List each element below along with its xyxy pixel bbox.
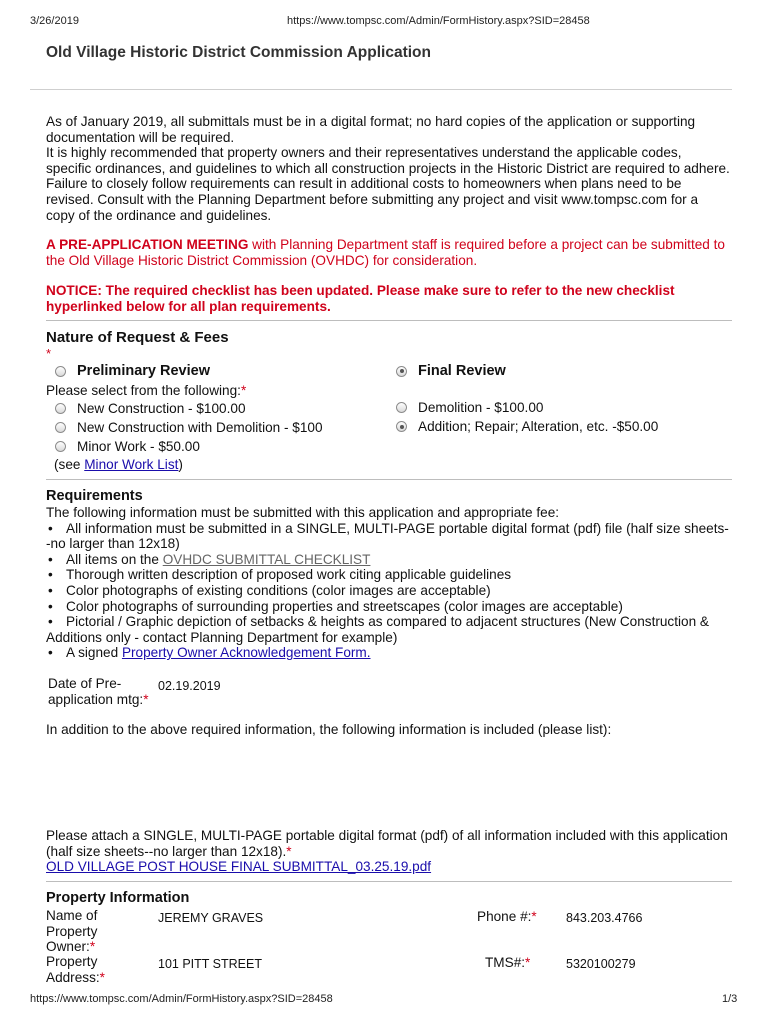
tms-value[interactable]: 5320100279 xyxy=(566,957,636,971)
divider-property xyxy=(46,881,732,882)
select-required-mark: * xyxy=(240,383,247,398)
option-label: Addition; Repair; Alteration, etc. -$50.00 xyxy=(418,419,659,434)
intro-paragraph-2: It is highly recommended that property owners and their representatives understand the applicable codes, specific ordinances, and guidelines to which all construction projects in the Historic District are required to adhere. Failure to closely follow requirements can result in additional costs to homeowners when plans need to be revised. Consult with the Planning Department before submitting any project and visit www.tompsc.com for a copy of the ordinance and guidelines. xyxy=(46,145,730,223)
address-required-mark: * xyxy=(99,969,105,985)
phone-label xyxy=(477,909,537,925)
option-label: Demolition - $100.00 xyxy=(418,400,544,415)
owner-name-label xyxy=(46,908,97,955)
pre-app-date-label-line1: Date of Pre- xyxy=(48,676,122,691)
property-section-title: Property Information xyxy=(46,890,190,906)
requirements-list xyxy=(46,521,730,661)
attach-block xyxy=(46,828,730,875)
option-minor-work[interactable] xyxy=(55,439,200,454)
see-prefix: (see xyxy=(54,457,85,472)
addition-repair-alteration-radio[interactable] xyxy=(396,421,407,432)
address-label-line xyxy=(46,970,105,986)
requirement-text: All information must be submitted in a SINGLE, MULTI-PAGE portable digital format (pdf) file (half size sheets--no larger than 12x18) xyxy=(46,520,729,552)
attached-file-link[interactable]: OLD VILLAGE POST HOUSE FINAL SUBMITTAL_03.25.19.pdf xyxy=(46,859,432,875)
property-address-label xyxy=(46,954,105,985)
divider-requirements xyxy=(46,479,732,480)
requirements-body xyxy=(46,505,730,661)
phone-value[interactable]: 843.203.4766 xyxy=(566,911,643,925)
preliminary-review-radio[interactable] xyxy=(55,366,66,377)
address-label-text: Address: xyxy=(46,969,100,985)
option-label: New Construction - $100.00 xyxy=(77,401,246,416)
pre-application-bold: A PRE-APPLICATION MEETING xyxy=(46,237,249,252)
checklist-notice: NOTICE: The required checklist has been updated. Please make sure to refer to the new checklist hyperlinked below for all plan requirements. xyxy=(46,283,675,314)
new-construction-demolition-radio[interactable] xyxy=(55,422,66,433)
owner-label-line xyxy=(46,939,97,955)
title-divider xyxy=(30,89,732,90)
select-prompt-text: Please select from the following: xyxy=(46,383,241,398)
nature-required-mark: * xyxy=(46,346,52,361)
final-review-radio[interactable] xyxy=(396,366,407,377)
tms-label-text: TMS#: xyxy=(485,955,526,970)
tms-label xyxy=(485,955,530,971)
owner-label-text: Owner: xyxy=(46,939,90,955)
nature-section-title: Nature of Request & Fees xyxy=(46,329,229,346)
footer-url: https://www.tompsc.com/Admin/FormHistory.aspx?SID=28458 xyxy=(30,993,333,1005)
option-new-construction-demolition[interactable] xyxy=(55,420,323,435)
submittal-checklist-link[interactable]: OVHDC SUBMITTAL CHECKLIST xyxy=(162,551,371,567)
address-label-line: Property xyxy=(46,954,98,969)
requirement-item xyxy=(46,614,730,645)
form-title: Old Village Historic District Commission Application xyxy=(46,44,431,61)
pre-application-text: with Planning Department staff is required before a project can be submitted to the Old Village Historic District Commission (OVHDC) for consideration. xyxy=(46,237,725,268)
option-demolition[interactable] xyxy=(396,400,543,415)
owner-label-line: Property xyxy=(46,923,98,939)
additional-info-label: In addition to the above required information, the following information is included (please list): xyxy=(46,722,612,737)
owner-required-mark: * xyxy=(89,939,96,955)
requirement-item xyxy=(46,521,730,552)
preliminary-review-label: Preliminary Review xyxy=(77,363,210,379)
owner-acknowledgement-form-link[interactable]: Property Owner Acknowledgement Form. xyxy=(121,645,371,661)
pre-application-notice xyxy=(46,237,730,268)
pre-app-date-label-text: application mtg: xyxy=(48,691,144,707)
option-label: New Construction with Demolition - $100 xyxy=(77,420,323,435)
additional-info-field[interactable] xyxy=(46,742,730,812)
option-addition-repair-alteration[interactable] xyxy=(396,419,658,434)
attach-label xyxy=(46,828,730,859)
requirement-text: Color photographs of surrounding properties and streetscapes (color images are acceptable) xyxy=(66,598,623,614)
pre-app-date-value[interactable]: 02.19.2019 xyxy=(158,679,221,693)
footer-page-number: 1/3 xyxy=(722,993,738,1005)
requirement-item xyxy=(46,567,730,583)
owner-name-value[interactable]: JEREMY GRAVES xyxy=(158,911,264,925)
requirement-item xyxy=(46,583,730,599)
preliminary-review-option[interactable] xyxy=(55,363,210,379)
intro-paragraph-1: As of January 2019, all submittals must be in a digital format; no hard copies of the application or supporting documentation will be required. xyxy=(46,114,696,145)
minor-work-list-link[interactable]: Minor Work List xyxy=(84,457,179,472)
requirements-intro: The following information must be submitted with this application and appropriate fee: xyxy=(46,505,560,520)
print-url: https://www.tompsc.com/Admin/FormHistory.aspx?SID=28458 xyxy=(287,15,590,27)
requirement-item xyxy=(46,599,730,615)
property-address-value[interactable]: 101 PITT STREET xyxy=(158,957,262,971)
demolition-radio[interactable] xyxy=(396,402,407,413)
requirement-item xyxy=(46,552,730,568)
divider-nature xyxy=(46,320,732,321)
minor-work-radio[interactable] xyxy=(55,441,66,452)
select-prompt xyxy=(46,383,246,399)
final-review-option[interactable] xyxy=(396,363,506,379)
option-label: Minor Work - $50.00 xyxy=(77,439,200,454)
final-review-label: Final Review xyxy=(418,363,506,379)
see-suffix: ) xyxy=(178,457,183,472)
new-construction-radio[interactable] xyxy=(55,403,66,414)
phone-required-mark: * xyxy=(531,909,537,924)
attach-required-mark: * xyxy=(286,843,292,859)
pre-app-date-label-line2 xyxy=(48,692,149,708)
requirement-text: Thorough written description of proposed work citing applicable guidelines xyxy=(66,567,512,583)
requirement-text: Pictorial / Graphic depiction of setbacks & heights as compared to adjacent structures (New Construction & Additions only - contact Planning Department for example) xyxy=(46,614,709,645)
intro-block xyxy=(46,114,730,223)
requirement-text: Color photographs of existing conditions (color images are acceptable) xyxy=(66,582,491,598)
pre-app-date-required-mark: * xyxy=(143,691,149,707)
pre-app-date-label xyxy=(48,676,149,707)
owner-label-line: Name of xyxy=(46,908,98,923)
minor-work-note xyxy=(54,457,183,473)
requirement-text: All items on the xyxy=(66,551,163,567)
requirement-text: A signed xyxy=(66,645,122,661)
attach-label-text: Please attach a SINGLE, MULTI-PAGE portable digital format (pdf) of all information included with this application (half size sheets--no larger than 12x18). xyxy=(46,828,728,859)
phone-label-text: Phone #: xyxy=(477,909,532,924)
print-date: 3/26/2019 xyxy=(30,15,79,27)
option-new-construction[interactable] xyxy=(55,401,246,416)
requirement-item xyxy=(46,645,730,661)
requirements-section-title: Requirements xyxy=(46,488,143,504)
tms-required-mark: * xyxy=(525,955,531,970)
